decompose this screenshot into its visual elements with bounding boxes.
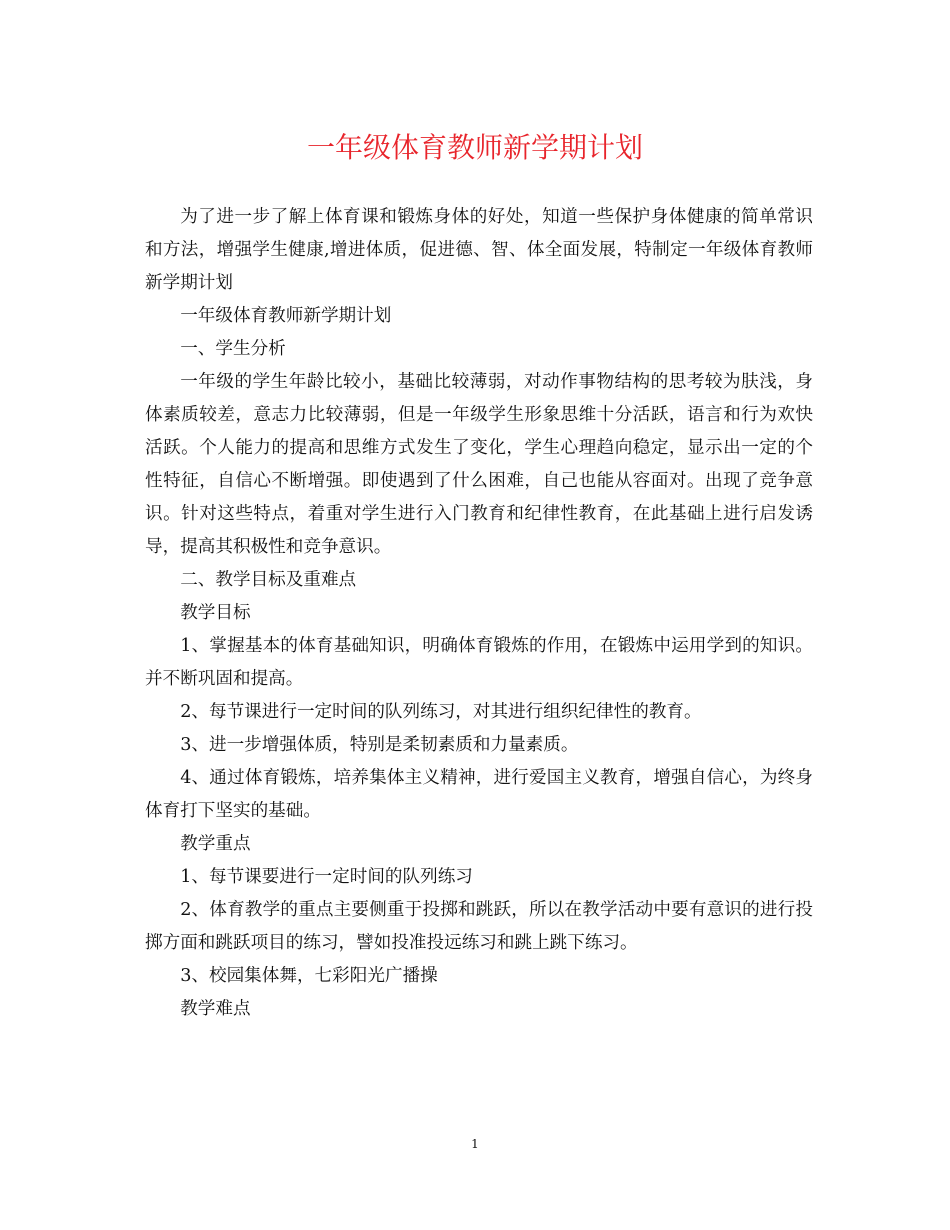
goal-item-4: 4、通过体育锻炼，培养集体主义精神，进行爱国主义教育，增强自信心，为终身体育打下坚实的基础。	[145, 768, 813, 821]
document-title: 一年级体育教师新学期计划	[306, 131, 643, 164]
heading-teaching-difficulties: 教学难点	[180, 999, 251, 1019]
goal-item-3: 3、进一步增强体质，特别是柔韧素质和力量素质。	[180, 735, 579, 755]
goal-item-2: 2、每节课进行一定时间的队列练习，对其进行组织纪律性的教育。	[180, 702, 702, 722]
focus-item-3: 3、校园集体舞，七彩阳光广播操	[180, 966, 438, 986]
heading-student-analysis: 一、学生分析	[180, 339, 286, 359]
focus-item-1: 1、每节课要进行一定时间的队列练习	[180, 867, 473, 887]
goal-item-1: 1、掌握基本的体育基础知识，明确体育锻炼的作用，在锻炼中运用学到的知识。并不断巩固和提高。	[145, 636, 813, 689]
paragraph-subtitle: 一年级体育教师新学期计划	[180, 306, 392, 326]
paragraph-intro: 为了进一步了解上体育课和锻炼身体的好处，知道一些保护身体健康的简单常识和方法，增强学生健康,增进体质，促进德、智、体全面发展，特制定一年级体育教师新学期计划	[145, 207, 813, 293]
page-number: 1	[471, 1137, 479, 1151]
paragraph-student-analysis: 一年级的学生年龄比较小，基础比较薄弱，对动作事物结构的思考较为肤浅，身体素质较差，意志力比较薄弱，但是一年级学生形象思维十分活跃，语言和行为欢快活跃。个人能力的提高和思维方式发生了变化，学生心理趋向稳定，显示出一定的个性特征，自信心不断增强。即使遇到了什么困难，自己也能从容面对。出现了竞争意识。针对这些特点，着重对学生进行入门教育和纪律性教育，在此基础上进行启发诱导，提高其积极性和竞争意识。	[145, 372, 813, 557]
heading-teaching-focus: 教学重点	[180, 834, 251, 854]
heading-teaching-goals: 教学目标	[180, 603, 251, 623]
focus-item-2: 2、体育教学的重点主要侧重于投掷和跳跃，所以在教学活动中要有意识的进行投掷方面和跳跃项目的练习，譬如投准投远练习和跳上跳下练习。	[145, 900, 813, 953]
heading-goals-and-difficulties: 二、教学目标及重难点	[180, 570, 357, 590]
document-body	[145, 201, 813, 1026]
